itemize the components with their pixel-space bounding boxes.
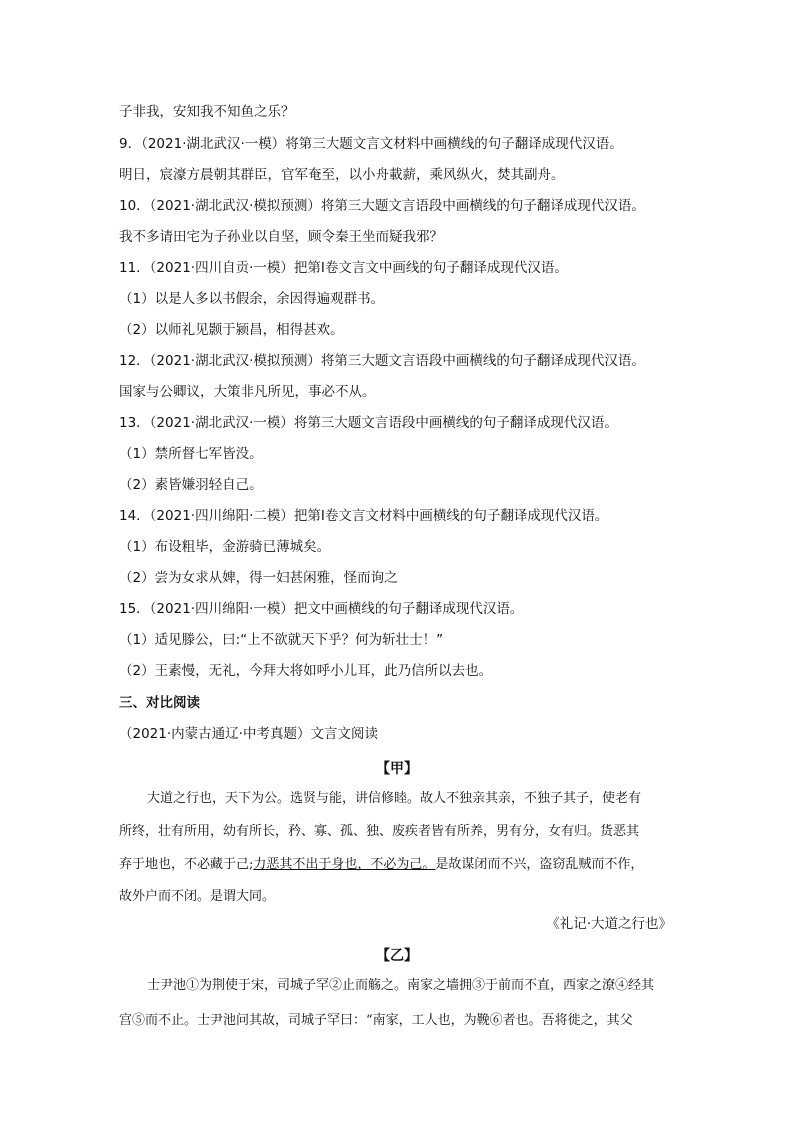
passage-jia-source: 《礼记·大道之行也》 [546,916,672,932]
question-10-sentence: 我不多请田宅为子孙业以自坚，顾令秦王坐而疑我邪？ [119,229,443,245]
question-13-item-1: （1）禁所督七军皆没。 [119,446,263,462]
question-12-sentence: 国家与公卿议，大策非凡所见，事必不从。 [119,384,376,400]
question-11-item-1: （1）以是人多以书假余，余因得遍观群书。 [119,291,385,307]
passage-jia-title: 【甲】 [376,761,418,777]
question-15-item-2: （2）王素慢，无礼，今拜大将如呼小儿耳，此乃信所以去也。 [119,663,493,679]
question-15-item-1: （1）适见滕公，曰:“上不欲就天下乎？何为斩壮士！” [119,632,444,648]
passage-jia-line-2: 所终，壮有所用，幼有所长，矜、寡、孤、独、废疾者皆有所养，男有分，女有归。货恶其 [119,824,640,839]
question-9-sentence: 明日，宸濠方晨朝其群臣，官军奄至，以小舟載薪，乘风纵火，焚其副舟。 [119,167,565,183]
reading-source: （2021·内蒙古通辽·中考真题）文言文阅读 [119,726,378,742]
passage-jia-line-3-part-3: 是故谋闭而不兴，盗窃乱贼而不作， [435,857,644,872]
question-11: 11．（2021·四川自贡·一模）把第Ⅰ卷文言文中画线的句子翻译成现代汉语。 [119,260,568,276]
question-14: 14．（2021·四川绵阳·二模）把第Ⅰ卷文言文材料中画横线的句子翻译成现代汉语。 [119,508,609,524]
passage-yi-line-2: 宫⑤而不止。士尹池问其故，司城子罕曰：“南家，工人也，为鞔⑥者也。吾将徙之，其父 [119,1013,633,1028]
question-9: 9．（2021·湖北武汉·一模）将第三大题文言文材料中画横线的句子翻译成现代汉语。 [119,136,623,152]
question-12: 12．（2021·湖北武汉·模拟预测）将第三大题文言语段中画横线的句子翻译成现代汉语。 [119,353,645,369]
question-13: 13．（2021·湖北武汉·一模）将第三大题文言语段中画横线的句子翻译成现代汉语。 [119,415,618,431]
passage-jia-line-1: 大道之行也，天下为公。选贤与能，讲信修睦。故人不独亲其亲，不独子其子，使老有 [147,791,642,806]
line-1: 子非我，安知我不知鱼之乐？ [119,104,295,120]
question-11-item-2: （2）以师礼见颢于颍昌，相得甚欢。 [119,322,344,338]
passage-yi-title: 【乙】 [376,948,418,964]
passage-yi-line-1: 士尹池①为荆使于宋，司城子罕②止而觞之。南家之墙拥③于前而不直，西家之潦④经其 [147,978,655,993]
passage-jia-line-3 [119,856,643,874]
passage-jia-underlined-sentence: 力恶其不出于身也，不必为己。 [253,857,436,872]
question-15: 15．（2021·四川绵阳·一模）把文中画横线的句子翻译成现代汉语。 [119,601,524,617]
question-10: 10．（2021·湖北武汉·模拟预测）将第三大题文言语段中画横线的句子翻译成现代汉语。 [119,198,645,214]
question-14-item-1: （1）布设粗毕，金游骑已薄城矣。 [119,539,331,555]
question-14-item-2: （2）尝为女求从婢，得一妇甚闲雅，怪而询之 [119,570,398,586]
section-heading: 三、对比阅读 [119,695,200,711]
passage-jia-line-4: 故外户而不闭。是谓大同。 [119,889,276,904]
passage-jia-line-3-part-1: 弃于地也，不必藏于己; [119,857,254,872]
question-13-item-2: （2）素皆嫌羽轻自己。 [119,477,263,493]
